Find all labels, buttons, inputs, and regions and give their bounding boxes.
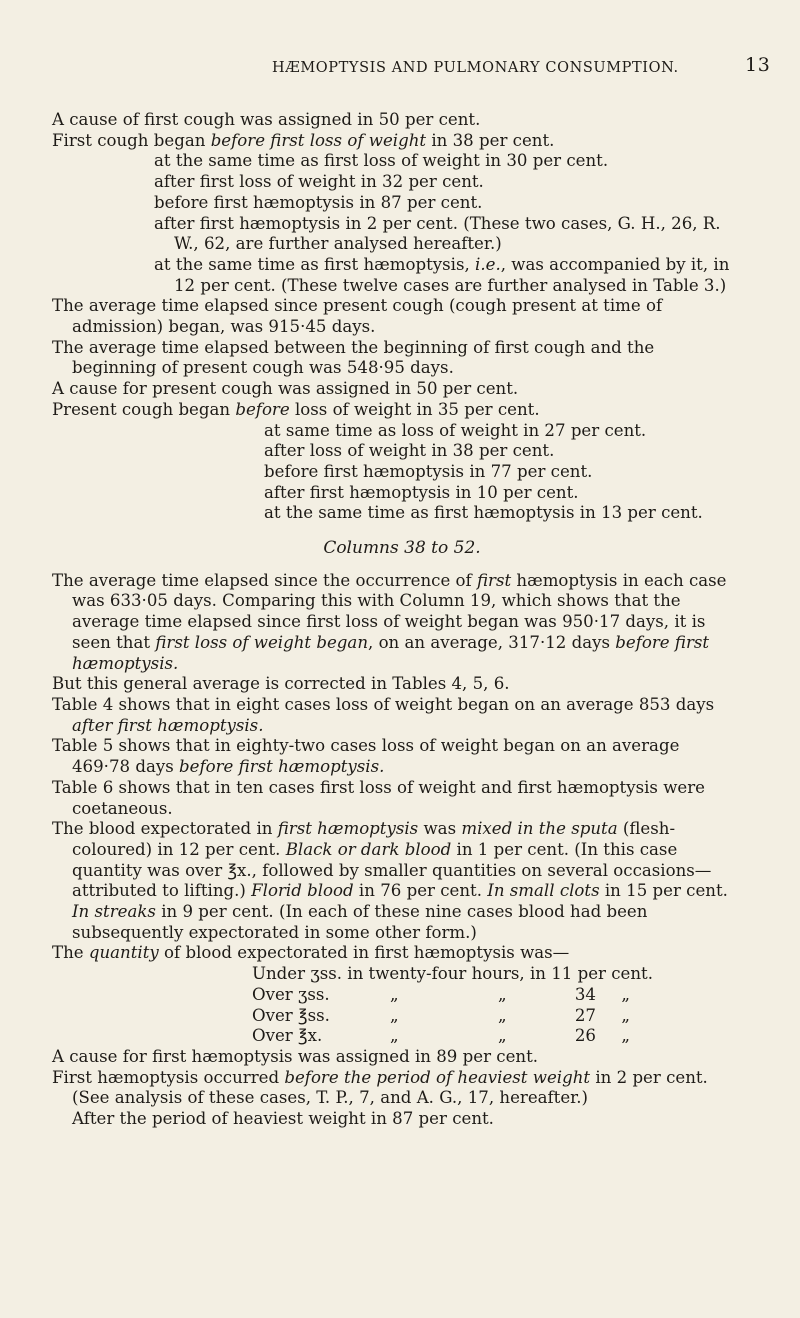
paragraph: Table 4 shows that in eight cases loss of weight began on an average 853 days after first hæmoptysis. (52, 694, 715, 735)
text-line: at same time as loss of weight in 27 per cent. (264, 420, 647, 440)
paragraph: The blood expectorated in first hæmoptysis was mixed in the sputa (flesh-coloured) in 12 per cent. Black or dark blood in 1 per cent. (In this case quantity was over ℥x., followed by smaller quantities on several occasions—attributed to lifting.) Florid blood in 76 per cent. In small clots in 15 per cent. In streaks in 9 per cent. (In each of these nine cases blood had been subsequently expectorated in some other form.) (52, 819, 728, 942)
text-line: at the same time as first hæmoptysis in 13 per cent. (264, 503, 703, 523)
paragraph: Table 6 shows that in ten cases first loss of weight and first hæmoptysis were coetaneous. (52, 777, 705, 818)
quantity-row: Over ℥x. „ „ 26 „ (252, 1026, 630, 1046)
text-line: Present cough began before loss of weight in 35 per cent. (52, 399, 540, 419)
paragraph: Table 5 shows that in eighty-two cases loss of weight began on an average 469·78 days before first hæmoptysis. (52, 736, 680, 777)
text-line: The average time elapsed between the beginning of first cough and the beginning of present cough was 548·95 days. (52, 337, 655, 378)
page-body (52, 110, 742, 1130)
text-line: before first hæmoptysis in 87 per cent. (154, 192, 483, 212)
paragraph: First hæmoptysis occurred before the period of heaviest weight in 2 per cent. (52, 1067, 708, 1087)
text-line: A cause of first cough was assigned in 50 per cent. (52, 110, 481, 129)
text-line: after first hæmoptysis in 2 per cent. (These two cases, G. H., 26, R. W., 62, are further analysed hereafter.) (154, 213, 721, 254)
text-line: before first hæmoptysis in 77 per cent. (264, 461, 593, 481)
paragraph: The average time elapsed since the occurrence of first hæmoptysis in each case was 633·05 days. Comparing this with Column 19, which shows that the average time elapsed since first loss of weight began was 950·17 days, it is seen that first loss of weight began, on an average, 317·12 days before first hæmoptysis. (52, 570, 727, 673)
text-line: after first hæmoptysis in 10 per cent. (264, 482, 579, 502)
text-line: After the period of heaviest weight in 87 per cent. (72, 1109, 494, 1129)
quantity-row: Over ℥ss. „ „ 27 „ (252, 1005, 630, 1025)
text-line: The average time elapsed since present cough (cough present at time of admission) began, was 915·45 days. (52, 296, 663, 337)
quantity-line: Under ʒss. in twenty-four hours, in 11 per cent. (252, 964, 654, 984)
text-line: A cause for present cough was assigned in 50 per cent. (52, 379, 519, 399)
text-line: at the same time as first loss of weight in 30 per cent. (154, 151, 609, 171)
paragraph: But this general average is corrected in Tables 4, 5, 6. (52, 674, 510, 694)
text-line: at the same time as first hæmoptysis, i.e., was accompanied by it, in 12 per cent. (These twelve cases are further analysed in Table 3.) (154, 254, 730, 295)
text-line: First cough began before first loss of weight in 38 per cent. (52, 130, 555, 150)
quantity-row: Over ʒss. „ „ 34 „ (252, 984, 630, 1004)
page-number: 13 (745, 54, 771, 76)
text-line: after loss of weight in 38 per cent. (264, 441, 555, 461)
paragraph: The quantity of blood expectorated in first hæmoptysis was— (52, 943, 570, 963)
text-line: (See analysis of these cases, T. P., 7, and A. G., 17, hereafter.) (72, 1088, 589, 1108)
paragraph: A cause for first hæmoptysis was assigned in 89 per cent. (52, 1046, 539, 1066)
running-title: HÆMOPTYSIS AND PULMONARY CONSUMPTION. (272, 60, 679, 76)
text-line: after first loss of weight in 32 per cent. (154, 172, 484, 192)
section-heading: Columns 38 to 52. (323, 538, 481, 559)
